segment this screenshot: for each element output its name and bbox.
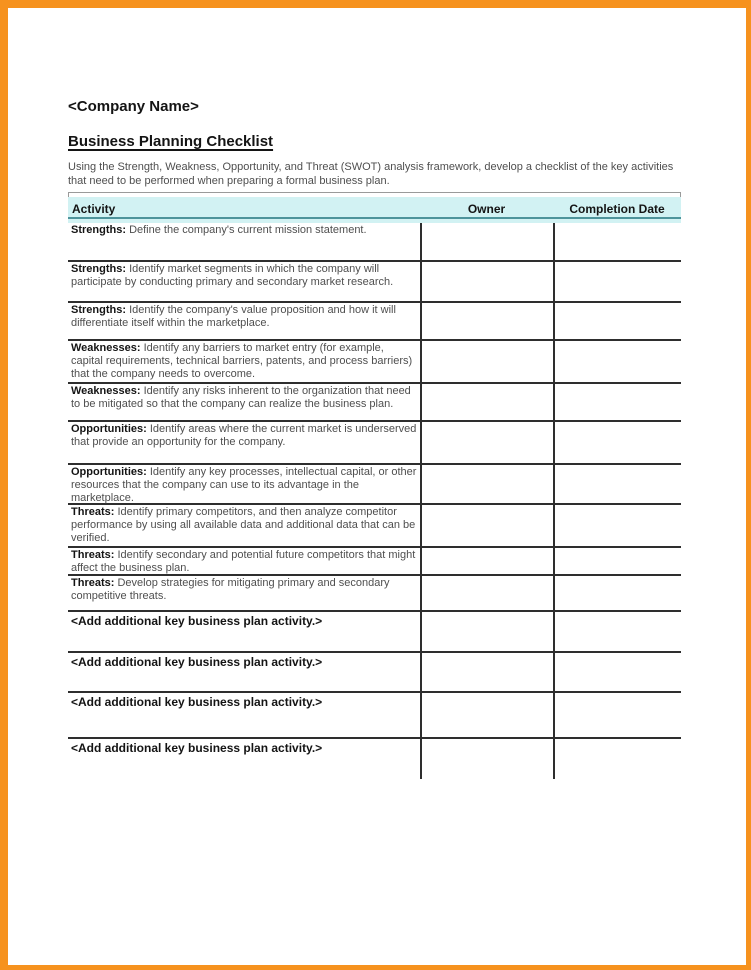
table-row: [68, 303, 681, 341]
add-activity-placeholder: <Add additional key business plan activity.>: [71, 741, 323, 755]
company-name-placeholder: <Company Name>: [68, 98, 199, 115]
table-row-add-activity: [68, 739, 681, 779]
table-row: [68, 341, 681, 384]
column-divider-owner: [420, 223, 422, 779]
activity-category-label: Opportunities:: [71, 423, 147, 435]
document-description: Using the Strength, Weakness, Opportunity, and Threat (SWOT) analysis framework, develop a checklist of the key activities that need to be performed when preparing a formal business plan.: [68, 161, 674, 187]
activity-category-label: Weaknesses:: [71, 342, 141, 354]
table-body: [68, 223, 681, 779]
document-page: [8, 8, 746, 965]
table-header-row: [68, 197, 681, 223]
activity-category-label: Threats:: [71, 577, 115, 589]
column-divider-completion-date: [553, 223, 555, 779]
table-row: [68, 223, 681, 262]
activity-category-label: Weaknesses:: [71, 385, 141, 397]
activity-text: Identify secondary and potential future competitors that might affect the business plan.: [71, 549, 416, 574]
activity-text: Identify the company's value proposition and how it will differentiate itself within the marketplace.: [71, 304, 396, 329]
column-header-owner: Owner: [467, 202, 506, 216]
table-row-add-activity: [68, 693, 681, 739]
document-title: Business Planning Checklist: [68, 133, 274, 150]
header-underline-rule: [68, 217, 681, 219]
table-row: [68, 384, 681, 422]
activity-text: Define the company's current mission statement.: [129, 224, 367, 236]
column-header-activity: Activity: [72, 202, 116, 216]
activity-category-label: Threats:: [71, 549, 115, 561]
activity-text: Identify any barriers to market entry (for example, capital requirements, technical barriers, patents, and process barriers) that the company needs to overcome.: [71, 342, 413, 380]
activity-category-label: Opportunities:: [71, 466, 147, 478]
activity-text: Identify any key processes, intellectual capital, or other resources that the company can use to its advantage in the marketplace.: [71, 466, 417, 504]
table-row: [68, 576, 681, 612]
activity-category-label: Threats:: [71, 506, 115, 518]
table-row-add-activity: [68, 653, 681, 693]
column-header-completion-date: Completion Date: [569, 202, 665, 216]
table-row: [68, 548, 681, 576]
add-activity-placeholder: <Add additional key business plan activity.>: [71, 655, 323, 669]
document-content: [68, 99, 681, 779]
table-row-add-activity: [68, 612, 681, 653]
activity-text: Identify market segments in which the company will participate by conducting primary and secondary market research.: [71, 263, 394, 288]
table-row: [68, 505, 681, 548]
activity-text: Identify areas where the current market is underserved that provide an opportunity for the company.: [71, 423, 417, 448]
table-row: [68, 422, 681, 465]
activity-category-label: Strengths:: [71, 263, 126, 275]
table-row: [68, 465, 681, 505]
activity-category-label: Strengths:: [71, 224, 126, 236]
activity-text: Identify primary competitors, and then analyze competitor performance by using all available data and additional data that can be verified.: [71, 506, 416, 544]
activity-category-label: Strengths:: [71, 304, 126, 316]
activity-text: Develop strategies for mitigating primary and secondary competitive threats.: [71, 577, 390, 602]
add-activity-placeholder: <Add additional key business plan activity.>: [71, 614, 323, 628]
table-row: [68, 262, 681, 303]
activity-text: Identify any risks inherent to the organization that need to be mitigated so that the company can realize the business plan.: [71, 385, 411, 410]
add-activity-placeholder: <Add additional key business plan activity.>: [71, 695, 323, 709]
